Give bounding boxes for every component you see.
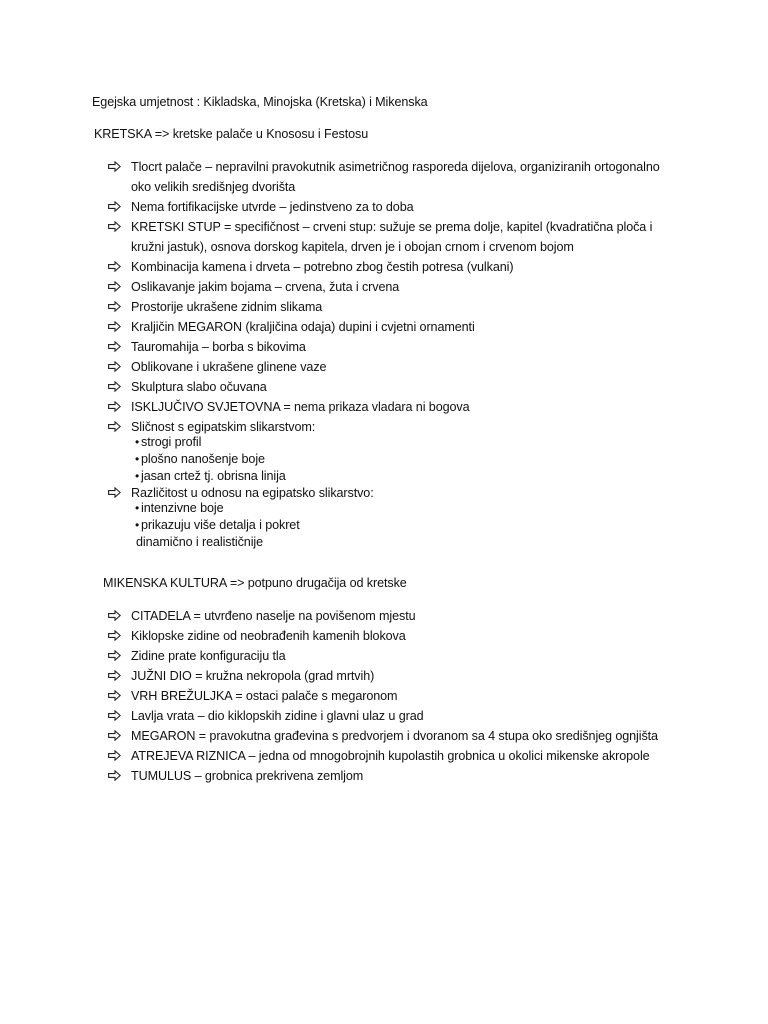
arrow-right-outline-icon	[108, 626, 122, 646]
list-item-text: Sličnost s egipatskim slikarstvom:	[131, 420, 316, 434]
list-item	[108, 297, 660, 317]
list-item-similarity	[108, 417, 660, 485]
arrow-right-outline-icon	[108, 337, 122, 357]
list-item-text: Oblikovane i ukrašene glinene vaze	[131, 360, 327, 374]
list-item	[108, 317, 660, 337]
list-item-text: Tauromahija – borba s bikovima	[131, 340, 306, 354]
list-item-text: Lavlja vrata – dio kiklopskih zidine i glavni ulaz u grad	[131, 709, 424, 723]
arrow-right-outline-icon	[108, 606, 122, 626]
arrow-right-outline-icon	[108, 377, 122, 397]
kretska-list	[108, 157, 660, 551]
list-item-text-cont: kružni jastuk), osnova dorskog kapitela, drven je i obojan crnom i crvenom bojom	[131, 240, 574, 254]
list-item-difference	[108, 483, 660, 551]
list-item	[108, 626, 658, 646]
arrow-right-outline-icon	[108, 483, 122, 503]
arrow-right-outline-icon	[108, 257, 122, 277]
list-item	[108, 277, 660, 297]
list-item-text: ATREJEVA RIZNICA – jedna od mnogobrojnih kupolastih grobnica u okolici mikenske akropole	[131, 749, 650, 763]
list-item-text: TUMULUS – grobnica prekrivena zemljom	[131, 769, 364, 783]
sub-list-item: • strogi profil	[135, 435, 202, 449]
arrow-right-outline-icon	[108, 766, 122, 786]
list-item-text: Oslikavanje jakim bojama – crvena, žuta i crvena	[131, 280, 400, 294]
mikenska-list	[108, 606, 658, 786]
arrow-right-outline-icon	[108, 397, 122, 417]
list-item	[108, 337, 660, 357]
list-item-text: VRH BREŽULJKA = ostaci palače s megaronom	[131, 689, 398, 703]
sub-list-item: • jasan crtež tj. obrisna linija	[135, 469, 286, 483]
list-item	[108, 357, 660, 377]
dot-icon: •	[135, 469, 140, 483]
arrow-right-outline-icon	[108, 706, 122, 726]
arrow-right-outline-icon	[108, 646, 122, 666]
arrow-right-outline-icon	[108, 726, 122, 746]
arrow-right-outline-icon	[108, 746, 122, 766]
sub-list	[131, 500, 660, 534]
arrow-right-outline-icon	[108, 666, 122, 686]
dot-icon: •	[135, 518, 140, 532]
page-title: Egejska umjetnost : Kikladska, Minojska (Kretska) i Mikenska	[92, 95, 428, 109]
list-item-text: Kraljičin MEGARON (kraljičina odaja) dupini i cvjetni ornamenti	[131, 320, 475, 334]
list-item	[108, 197, 660, 217]
list-item-text: MEGARON = pravokutna građevina s predvorjem i dvoranom sa 4 stupa oko središnjeg ognjišta	[131, 729, 658, 743]
list-item-text: ISKLJUČIVO SVJETOVNA = nema prikaza vladara ni bogova	[131, 400, 470, 414]
list-item	[108, 706, 658, 726]
sub-list	[131, 434, 660, 485]
list-item	[108, 726, 658, 746]
arrow-right-outline-icon	[108, 357, 122, 377]
list-item	[108, 377, 660, 397]
sub-list-item: • prikazuju više detalja i pokret	[135, 518, 300, 532]
list-item-text: Kombinacija kamena i drveta – potrebno zbog čestih potresa (vulkani)	[131, 260, 514, 274]
list-item-text: CITADELA = utvrđeno naselje na povišenom mjestu	[131, 609, 416, 623]
list-item	[108, 666, 658, 686]
dot-icon: •	[135, 501, 140, 515]
list-item	[108, 766, 658, 786]
list-item-text: Tlocrt palače – nepravilni pravokutnik asimetričnog rasporeda dijelova, organiziranih ortogonalno	[131, 160, 660, 174]
list-item	[108, 746, 658, 766]
dot-icon: •	[135, 435, 140, 449]
sub-list-item: • plošno nanošenje boje	[135, 452, 265, 466]
arrow-right-outline-icon	[108, 317, 122, 337]
section-heading-kretska: KRETSKA => kretske palače u Knososu i Festosu	[94, 127, 369, 141]
dot-icon: •	[135, 452, 140, 466]
list-item-text: Različitost u odnosu na egipatsko slikarstvo:	[131, 486, 374, 500]
list-item	[108, 217, 660, 257]
list-item-text-cont: oko velikih središnjeg dvorišta	[131, 180, 296, 194]
list-item-text: Skulptura slabo očuvana	[131, 380, 267, 394]
list-item	[108, 686, 658, 706]
list-item-text: Prostorije ukrašene zidnim slikama	[131, 300, 323, 314]
arrow-right-outline-icon	[108, 686, 122, 706]
list-item	[108, 606, 658, 626]
list-item	[108, 646, 658, 666]
list-item-text: Nema fortifikacijske utvrde – jedinstveno za to doba	[131, 200, 414, 214]
list-item-text: JUŽNI DIO = kružna nekropola (grad mrtvih)	[131, 669, 375, 683]
list-item	[108, 397, 660, 417]
arrow-right-outline-icon	[108, 277, 122, 297]
arrow-right-outline-icon	[108, 297, 122, 317]
arrow-right-outline-icon	[108, 197, 122, 217]
arrow-right-outline-icon	[108, 417, 122, 437]
arrow-right-outline-icon	[108, 217, 122, 237]
sub-list-tail: dinamično i realističnije	[136, 535, 263, 549]
list-item-text: KRETSKI STUP = specifičnost – crveni stup: sužuje se prema dolje, kapitel (kvadratična ploča i	[131, 220, 653, 234]
list-item-text: Zidine prate konfiguraciju tla	[131, 649, 286, 663]
list-item	[108, 157, 660, 197]
sub-list-item: • intenzivne boje	[135, 501, 224, 515]
list-item-text: Kiklopske zidine od neobrađenih kamenih blokova	[131, 629, 406, 643]
section-heading-mikenska: MIKENSKA KULTURA => potpuno drugačija od kretske	[103, 576, 407, 590]
arrow-right-outline-icon	[108, 157, 122, 177]
list-item	[108, 257, 660, 277]
